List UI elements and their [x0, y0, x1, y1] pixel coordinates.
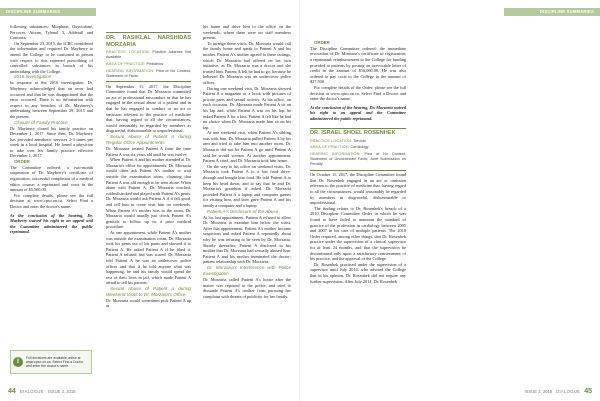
paragraph: Dr. Morzaria would sometimes pick Patient A up at	[106, 297, 191, 309]
paragraph: On the way to his office on weekend visits, Dr. Morzaria took Patient A to a fast food drive-through and bought him food. He told Patient A to keep his head down, and to say that he and Dr. Morzaria's grandson if asked. Dr. Morzaria provided Patient A a laptop and computer games for visiting him, and later gave Patient A and his family a computer and a laptop.	[203, 163, 291, 208]
paragraph: To arrange these visits, Dr. Morzaria would call the family home and speak to Patient A and his mother. Patient A's mother agreed to these outings, which Dr. Morzaria had offered on his own initiative, as Dr. Morzaria was a doctor and she trusted him. Patient A felt he had to go, because he believed Dr. Morzaria was an undercover police officer.	[203, 40, 291, 85]
paragraph: The finding relates to Dr. Rosenhek's breach of a 2010 Discipline Committee Order in which he was found to have failed to maintain the standard of practice of the profession in cardiology between 2005 and 2007 in his care of multiple patients. The 2010 Order required, among other things, that Dr. Rosenhek practice under the supervision of a clinical supervisor for at least 24 months, and that the supervision be discontinued only upon a satisfactory reassessment of his practice, and the approval of the College.	[310, 205, 406, 262]
area-of-practice	[106, 62, 191, 67]
section-banner-label: DISCIPLINE SUMMARIES	[6, 9, 61, 14]
paragraph: For complete details, please see the full decision at www.cpso.on.ca. Select Find a Doctor and enter the doctor's name.	[10, 192, 93, 210]
practice-location	[310, 139, 406, 144]
page-footer	[524, 388, 592, 395]
paragraph: On October 11, 2017, the Discipline Committee found that Dr. Rosenhek engaged in an act or omission relevant to the practice of medicine that, having regard to all the circumstances, would reasonably be regarded by members as disgraceful, dishonourable or unprofessional.	[310, 172, 406, 206]
divider	[310, 128, 406, 129]
hearing-information	[106, 69, 191, 79]
subheading: Sexual Abuse of Patient A during Weekend Visits to Dr. Morzaria's Office	[106, 285, 191, 297]
divider	[106, 81, 191, 82]
paragraph: During one weekend visit, Dr. Morzaria showed Patient A a magazine or a book with pictures of private parts and sexual activity. At his office, on each occasion, Dr. Morzaria made Patient A sit on his lap and, while Patient A was on his lap, he asked Patient A for a kiss. Patient A felt like he had no choice when Dr. Morzaria made him sit on his lap.	[203, 85, 291, 130]
meta-value: Practice Address Not Available	[106, 50, 191, 60]
paragraph: his home and drive him to the office on the weekends, where there were no staff members present.	[203, 24, 291, 41]
meta-label: PRACTICE LOCATION:	[310, 138, 353, 143]
info-box-text: Full decisions are available online at www.cpso.on.ca. Select Find a Doctor and enter the doctor's name.	[26, 355, 84, 369]
magazine-name: DIALOGUE	[556, 389, 581, 394]
doctor-name: DR. RASIKLAL NARSHIDAS MORZARIA	[106, 34, 191, 48]
meta-label: HEARING INFORMATION:	[310, 152, 361, 157]
issue-label: ISSUE 3, 2018	[524, 389, 553, 394]
meta-label: HEARING INFORMATION:	[106, 68, 155, 73]
meta-label: PRACTICE LOCATION:	[106, 50, 150, 55]
divider	[106, 32, 191, 33]
meta-label: AREA OF PRACTICE:	[310, 145, 350, 150]
subheading: Patient A's Disclosure of the Abuse	[207, 208, 279, 214]
meta-value: Plea of No Contest; Statement of Facts	[106, 68, 191, 78]
column-1	[10, 24, 93, 235]
right-page	[300, 0, 600, 401]
subheading: Closure of Family Practice	[14, 119, 68, 125]
paragraph: following substances: Morphine, Oxycodone, Percocet, Ativan, Tylenol 3, Adderall and Concerta.	[10, 24, 93, 41]
magazine-name: DIALOGUE	[19, 389, 44, 394]
meta-value: Plea of No Contest; Statement of Uncontested Facts; Joint Submission on Penalty	[310, 152, 406, 167]
info-box	[10, 350, 92, 374]
column-3	[203, 24, 291, 299]
page-number: 45	[584, 388, 592, 395]
hearing-information	[310, 152, 406, 168]
section-banner	[504, 8, 600, 16]
section-banner-label: DISCIPLINE SUMMARIES	[539, 9, 594, 14]
info-icon: i	[13, 357, 23, 367]
paragraph: Dr. Rosenhek practised under the supervision of a supervisor until July 2014, who advised the College that in his opinion, Dr. Rosenhek did not require any further supervision. After July 2014, Dr. Rosenhek	[310, 261, 406, 284]
divider	[310, 170, 406, 171]
paragraph: For complete details of the Order, please see the full decision at www.cpso.on.ca. Select Find a Doctor and enter the doctor's name.	[310, 84, 406, 102]
column-2	[106, 30, 191, 309]
conclusion-text: At the conclusion of the hearing, Dr. Mayberry waived his right to an appeal and the Committee administered the public reprimand.	[10, 212, 93, 235]
paragraph: Dr. Morzaria treated Patient A from the time Patient A was six years old until he was twelve.	[106, 146, 191, 157]
meta-value: Toronto	[353, 138, 366, 143]
paragraph: Dr. Mayberry closed his family practice on December 1, 2017. Since then, Dr. Mayberry has provided anesthetic services 2-3 times per week in a local hospital. He found a physician to take over his family practice effective December 1, 2017.	[10, 125, 93, 159]
paragraph: At one weekend visit, when Patient A's sibling was with him, Dr. Morzaria pulled Patient A by his arm and tried to take him into another room. Dr. Morzaria did not let Patient A go until Patient A said he would scream. At another appointment, Patient A cried, and Dr. Morzaria took him home.	[203, 130, 291, 164]
meta-value: Cardiology	[350, 145, 369, 150]
subheading: 2016 Investigation	[14, 74, 52, 80]
issue-label: ISSUE 3, 2018	[47, 389, 76, 394]
paragraph: At one appointment, while Patient A's mother was outside the examination room, Dr. Morzaria took his penis out of his pants and showed it to Patient A. He asked Patient A if he liked it. Patient A refused, but was scared. Dr. Morzaria told Patient A he was an undercover police officer and that if he told anyone what was happening, he and his family would spend the rest of their lives in jail, which made Patient A afraid to tell his parents.	[106, 229, 191, 286]
page-footer	[8, 388, 76, 395]
paragraph: The Discipline Committee ordered: the immediate revocation of Dr. Morzaria's certificate of registration; a reprimand; reimbursement to the College for funding provided to patients by posting an irrevocable letter of credit in the amount of $16,060.00. He was also ordered to pay costs to the College in the amount of $27,500.	[310, 45, 406, 85]
paragraph: The Committee ordered: a two-month suspension of Dr. Mayberry's certificate of registration; successful completion of a medical ethics course; a reprimand and costs in the amount of $5,500.00.	[10, 164, 93, 193]
subheading: Sexual Abuse of Patient A during Regular Office Appointments	[106, 134, 191, 146]
paragraph: When Patient A and his mother attended at Dr. Morzaria's office for appointments, Dr. Morzaria would often ask Patient A's mother to wait outside the examination room, claiming that Patient A was old enough to be seen alone. When alone with Patient A, Dr. Morzaria touched, rubbed/stroked and played with Patient A's penis. Dr. Morzaria would ask Patient A if it felt good, and tell him to come visit him on weekends. When Patient A's mother was in the room, Dr. Morzaria would usually just check Patient A's genitals to follow up on a prior medical procedure.	[106, 157, 191, 230]
order-heading: ORDER	[14, 159, 30, 165]
column-4	[310, 40, 406, 284]
area-of-practice	[310, 145, 406, 150]
practice-location	[106, 50, 191, 60]
meta-value: Pediatrics	[146, 62, 164, 66]
doctor-name: DR. ISRAEL SHOEL ROSENHEK	[310, 130, 396, 137]
paragraph: On September 23, 2015, the ICRC considered the information and required Dr. Mayberry to attend the College to be cautioned in person with respect to this repeated prescribing of controlled substances in breach of his undertaking with the College.	[10, 40, 94, 74]
subheading: Dr. Morzaria's Interference with Police Investigation	[203, 264, 291, 276]
page-number: 44	[8, 388, 16, 395]
section-banner	[0, 8, 96, 16]
meta-label: AREA OF PRACTICE:	[106, 62, 146, 66]
paragraph: At his last appointment, Patient A refused to allow Dr. Morzaria to examine him below the waist. After this appointment, Patient A's mother became suspicious and asked Patient A repeatedly about why he was refusing to be seen by Dr. Morzaria. Shortly thereafter, Patient A disclosed to his mother that Dr. Morzaria had sexually abused him. Patient A and his mother terminated the doctor-patient relationship with Dr. Morzaria.	[203, 214, 291, 265]
paragraph: On September 11, 2017, the Discipline Committee found that Dr. Morzaria committed an act of professional misconduct in that he has engaged in the sexual abuse of a patient and in that he has engaged in conduct or an act or omission relevant to the practice of medicine that, having regard to all the circumstances, would reasonably be regarded by members as disgraceful, dishonourable or unprofessional.	[106, 83, 191, 134]
paragraph: In response to the 2016 investigation, Dr. Mayberry acknowledged that an error had occurred and that he was disappointed that the error occurred. There is no information with respect to any breaches of Dr. Mayberry's undertaking between September 29, 2015 and the present.	[10, 80, 93, 119]
conclusion-text: At the conclusion of the hearing, Dr. Morzaria waived his right to an appeal and the Committee administered the public reprimand.	[310, 104, 406, 121]
order-heading: ORDER	[314, 40, 330, 45]
paragraph: Dr. Morzaria called Patient A's house after the matter was reported to the police, and tried to dissuade Patient A's mother from pursuing her complaint with threats of publicity for her family.	[203, 276, 291, 299]
